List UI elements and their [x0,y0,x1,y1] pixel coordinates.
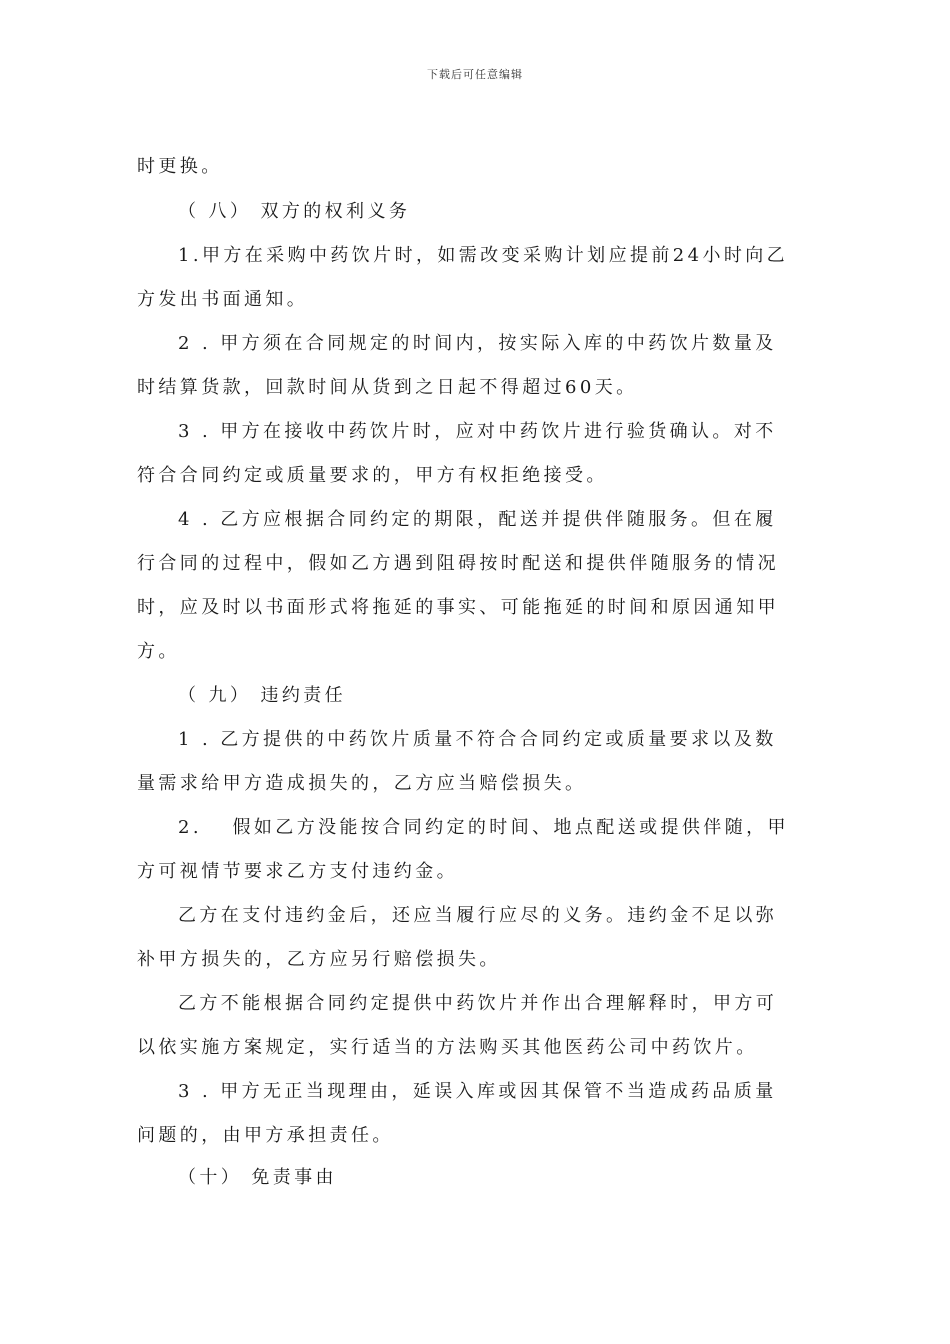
text-line: 1 . 乙方提供的中药饮片质量不符合合同约定或质量要求以及数 [178,729,777,750]
text-line: 2. 假如乙方没能按合同约定的时间、地点配送或提供伴随，甲 [178,817,789,838]
text-line: 时，应及时以书面形式将拖延的事实、可能拖延的时间和原因通知甲 [137,597,779,618]
text-line: 方。 [137,641,180,662]
text-line: 符合合同约定或质量要求的，甲方有权拒绝接受。 [137,465,608,486]
page-header: 下载后可任意编辑 [427,68,523,81]
text-line: 乙方在支付违约金后，还应当履行应尽的义务。违约金不足以弥 [178,905,778,926]
text-line: 量需求给甲方造成损失的，乙方应当赔偿损失。 [137,773,587,794]
text-line: 方发出书面通知。 [137,289,309,310]
text-line: 时更换。 [137,156,223,177]
section-heading: （ 八） 双方的权利义务 [178,201,411,222]
text-line: 时结算货款，回款时间从货到之日起不得超过60天。 [137,377,638,398]
text-line: 问题的，由甲方承担责任。 [137,1125,394,1146]
text-line: 3 . 甲方无正当现理由，延误入库或因其保管不当造成药品质量 [178,1081,777,1102]
section-heading: （十） 免责事由 [178,1167,337,1188]
text-line: 1.甲方在采购中药饮片时，如需改变采购计划应提前24小时向乙 [178,245,789,266]
text-line: 行合同的过程中，假如乙方遇到阻碍按时配送和提供伴随服务的情况 [137,553,779,574]
text-line: 补甲方损失的，乙方应另行赔偿损失。 [137,949,501,970]
text-line: 以依实施方案规定，实行适当的方法购买其他医药公司中药饮片。 [137,1037,758,1058]
text-line: 方可视情节要求乙方支付违约金。 [137,861,458,882]
section-heading: （ 九） 违约责任 [178,685,347,706]
text-line: 2 . 甲方须在合同规定的时间内，按实际入库的中药饮片数量及 [178,333,777,354]
text-line: 3 . 甲方在接收中药饮片时，应对中药饮片进行验货确认。对不 [178,421,777,442]
text-line: 4 . 乙方应根据合同约定的期限，配送并提供伴随服务。但在履 [178,509,777,530]
text-line: 乙方不能根据合同约定提供中药饮片并作出合理解释时，甲方可 [178,993,778,1014]
